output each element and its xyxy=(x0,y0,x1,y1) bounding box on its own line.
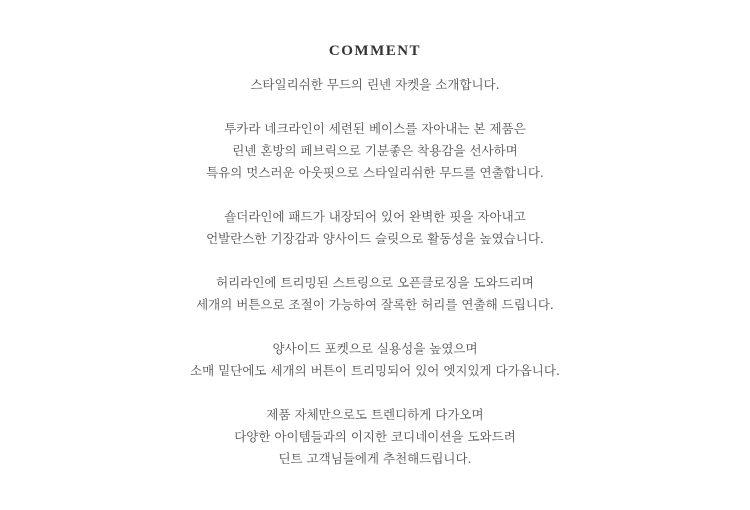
pocket-sleeve-paragraph xyxy=(0,338,750,382)
shoulder-fit-paragraph xyxy=(0,206,750,250)
comment-title: COMMENT xyxy=(328,43,422,59)
recommendation-paragraph xyxy=(0,404,750,470)
paragraph-line: 투카라 네크라인이 세련된 베이스를 자아내는 본 제품은 xyxy=(224,121,526,136)
paragraph-line: 딘트 고객님들에게 추천해드립니다. xyxy=(278,451,472,466)
paragraph-line: 다양한 아이템들과의 이지한 코디네이션을 도와드려 xyxy=(234,429,516,444)
paragraph-line: 소매 밑단에도 세개의 버튼이 트리밍되어 있어 엣지있게 다가옵니다. xyxy=(190,363,560,378)
paragraph-line: 제품 자체만으로도 트렌디하게 다가오며 xyxy=(266,407,484,422)
paragraph-line: 언발란스한 기장감과 양사이드 슬릿으로 활동성을 높였습니다. xyxy=(206,231,544,246)
intro-paragraph xyxy=(0,74,750,96)
paragraph-line: 숄더라인에 패드가 내장되어 있어 완벽한 핏을 자아내고 xyxy=(224,209,526,224)
waist-string-paragraph xyxy=(0,272,750,316)
collar-fabric-paragraph xyxy=(0,118,750,184)
paragraph-line: 린넨 혼방의 페브릭으로 기분좋은 착용감을 선사하며 xyxy=(232,143,518,158)
paragraph-line: 스타일리쉬한 무드의 린넨 자켓을 소개합니다. xyxy=(250,77,500,92)
paragraph-line: 양사이드 포켓으로 실용성을 높였으며 xyxy=(272,341,478,356)
paragraph-line: 세개의 버튼으로 조절이 가능하여 잘록한 허리를 연출해 드립니다. xyxy=(196,297,554,312)
paragraph-line: 허리라인에 트리밍된 스트링으로 오픈클로징을 도와드리며 xyxy=(216,275,534,290)
paragraph-line: 특유의 멋스러운 아웃핏으로 스타일리쉬한 무드를 연출합니다. xyxy=(206,165,544,180)
